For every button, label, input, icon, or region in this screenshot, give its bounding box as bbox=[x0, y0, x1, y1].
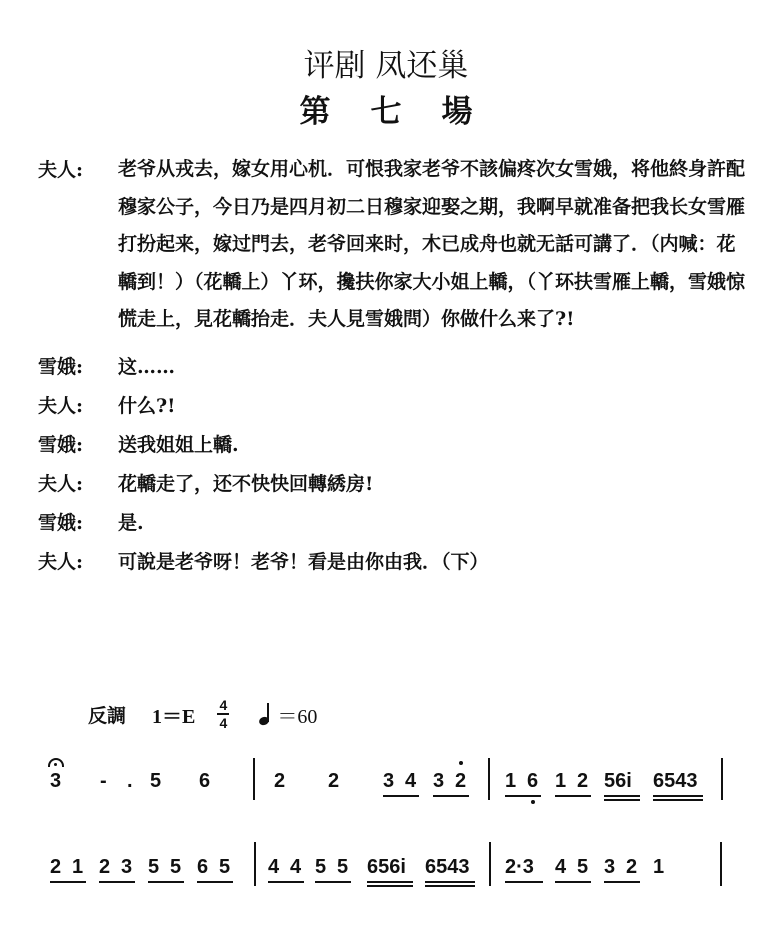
time-signature bbox=[217, 698, 229, 730]
dialog-line bbox=[38, 552, 748, 572]
low-dot bbox=[531, 800, 535, 804]
note: 2 bbox=[274, 770, 286, 792]
underline bbox=[433, 795, 469, 797]
note: 4 bbox=[405, 770, 417, 792]
underline bbox=[653, 795, 703, 797]
underline bbox=[604, 799, 640, 801]
underline bbox=[505, 881, 543, 883]
dialog-line bbox=[38, 513, 748, 533]
bar-line bbox=[488, 758, 490, 800]
note: 3 bbox=[50, 770, 62, 792]
bar-line bbox=[720, 842, 722, 886]
underline bbox=[315, 881, 351, 883]
dialog-text: 花轎走了，还不快快回轉綉房! bbox=[118, 472, 374, 495]
dialog-text: 是. bbox=[118, 511, 144, 534]
underline bbox=[505, 795, 541, 797]
dialog-line bbox=[38, 474, 748, 494]
dialog-text: 这…… bbox=[118, 355, 176, 378]
dialog-line bbox=[38, 160, 748, 339]
note: 5 bbox=[170, 856, 182, 878]
dialog-text: 送我姐姐上轎. bbox=[118, 433, 239, 456]
opera-title: 评剧 凤还巢 bbox=[303, 48, 469, 84]
tempo-value: ＝60 bbox=[277, 705, 318, 728]
quarter-note-icon bbox=[259, 703, 273, 725]
score-header bbox=[88, 698, 317, 730]
bar-line bbox=[253, 758, 255, 800]
note: 5 bbox=[148, 856, 160, 878]
note: 2 bbox=[50, 856, 62, 878]
underline bbox=[555, 795, 591, 797]
underline bbox=[604, 881, 640, 883]
note: 1 bbox=[72, 856, 84, 878]
underline bbox=[197, 881, 233, 883]
dialog-line bbox=[38, 357, 748, 377]
note: 2 bbox=[577, 770, 589, 792]
underline bbox=[653, 799, 703, 801]
mode-label: 反調 bbox=[88, 704, 127, 727]
bar-line bbox=[721, 758, 723, 800]
note: 1 bbox=[653, 856, 665, 878]
high-dot bbox=[459, 761, 463, 765]
note: 5 bbox=[219, 856, 231, 878]
note: 5 bbox=[150, 770, 162, 792]
note: 5 bbox=[315, 856, 327, 878]
tempo-mark bbox=[259, 700, 317, 729]
note: 4 bbox=[555, 856, 567, 878]
note: 2·3 bbox=[505, 856, 534, 878]
note: 1 bbox=[555, 770, 567, 792]
note: . bbox=[127, 770, 133, 792]
scene-title: 第七場 bbox=[299, 94, 513, 130]
score-row-2 bbox=[0, 856, 772, 896]
note: 6 bbox=[197, 856, 209, 878]
speaker-label: 雪娥: bbox=[38, 511, 84, 534]
note: 2 bbox=[99, 856, 111, 878]
note: 3 bbox=[383, 770, 395, 792]
dialog-block bbox=[38, 160, 748, 591]
note: 3 bbox=[121, 856, 133, 878]
score-row-1 bbox=[0, 770, 772, 810]
note: 56i bbox=[604, 770, 632, 792]
underline bbox=[268, 881, 304, 883]
underline bbox=[99, 881, 135, 883]
dialog-text: 可說是老爷呀！老爷！看是由你由我．（下） bbox=[118, 550, 489, 573]
note: 6 bbox=[527, 770, 539, 792]
fermata-icon bbox=[48, 758, 64, 767]
key-signature: 1＝E bbox=[152, 705, 196, 728]
dialog-text: 什么?! bbox=[118, 394, 176, 417]
dialog-line bbox=[38, 435, 748, 455]
note: 1 bbox=[505, 770, 517, 792]
speaker-label: 夫人: bbox=[38, 159, 84, 181]
underline bbox=[383, 795, 419, 797]
note: 5 bbox=[337, 856, 349, 878]
underline bbox=[425, 885, 475, 887]
bar-line bbox=[489, 842, 491, 886]
underline bbox=[604, 795, 640, 797]
note: 4 bbox=[290, 856, 302, 878]
underline bbox=[367, 881, 413, 883]
speaker-label: 雪娥: bbox=[38, 433, 84, 456]
underline bbox=[148, 881, 184, 883]
meter-bottom: 4 bbox=[219, 715, 228, 731]
note: 6543 bbox=[653, 770, 698, 792]
underline bbox=[367, 885, 413, 887]
speaker-label: 夫人: bbox=[38, 394, 84, 417]
note: 2 bbox=[328, 770, 340, 792]
note: 2 bbox=[626, 856, 638, 878]
note: 3 bbox=[604, 856, 616, 878]
underline bbox=[50, 881, 86, 883]
note: 5 bbox=[577, 856, 589, 878]
note: 4 bbox=[268, 856, 280, 878]
underline bbox=[555, 881, 591, 883]
dialog-text: 老爷从戎去，嫁女用心机．可恨我家老爷不該偏疼次女雪娥，将他終身許配穆家公子，今日乃是四月初二日穆家迎娶之期，我啊早就准备把我长女雪雁打扮起来，嫁过門去，老爷回来时，木已成舟也就无話可講了．（内喊：花轎到！）（花轎上）丫环，攙扶你家大小姐上轎，（丫环扶雪雁上轎，雪娥惊慌走上，見花轎抬走．夫人見雪娥問）你做什么来了?! bbox=[118, 158, 746, 330]
meter-top: 4 bbox=[219, 697, 228, 713]
underline bbox=[425, 881, 475, 883]
speaker-label: 夫人: bbox=[38, 472, 84, 495]
note: 3 bbox=[433, 770, 445, 792]
note: 6 bbox=[199, 770, 211, 792]
note: 656i bbox=[367, 856, 406, 878]
dialog-line bbox=[38, 396, 748, 416]
note: 2 bbox=[455, 770, 467, 792]
note: 6543 bbox=[425, 856, 470, 878]
speaker-label: 雪娥: bbox=[38, 355, 84, 378]
note: - bbox=[100, 770, 107, 792]
speaker-label: 夫人: bbox=[38, 550, 84, 573]
bar-line bbox=[254, 842, 256, 886]
